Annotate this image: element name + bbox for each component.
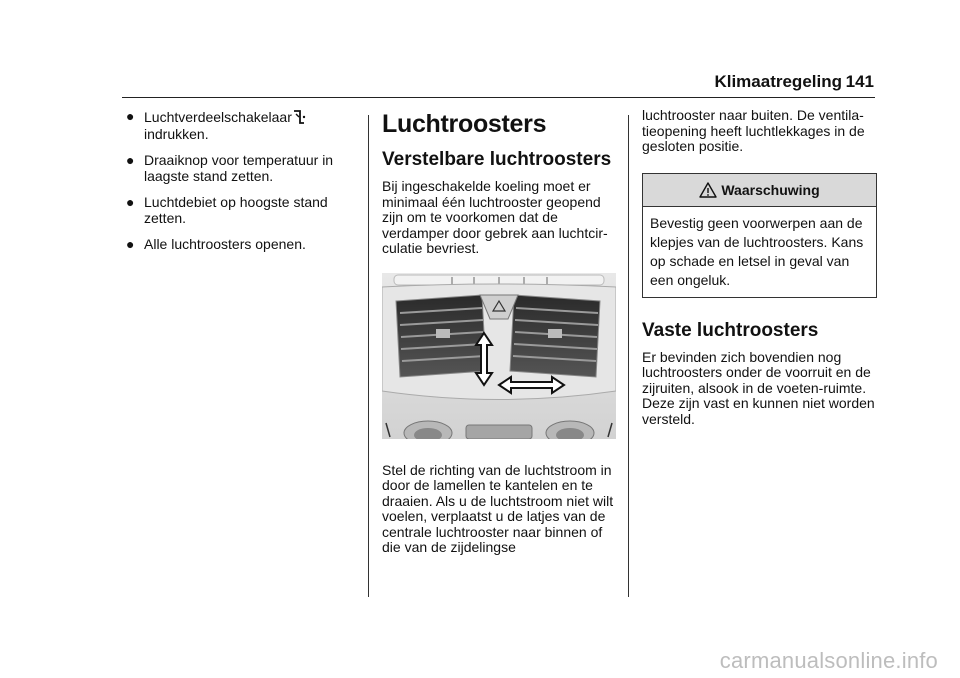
list-item: ● Luchtverdeelschakelaar indrukken.	[122, 108, 352, 142]
warning-title: Waarschuwing	[721, 181, 820, 198]
subsection-title: Vaste luchtroosters	[642, 319, 819, 341]
page-number: 141	[845, 72, 874, 91]
column-divider-2	[628, 115, 629, 597]
bullet: ●	[126, 236, 135, 252]
header-rule	[122, 97, 875, 98]
page-header	[0, 0, 960, 100]
procedure-list	[122, 108, 352, 252]
continued-paragraph: luchtrooster naar buiten. De ventila-tieopening heeft luchtlekkages in de gesloten positie.	[642, 107, 865, 154]
air-distribution-icon	[292, 108, 308, 126]
column-divider-1	[368, 115, 369, 597]
column-3	[642, 108, 877, 427]
watermark: carmanualsonline.info	[719, 648, 938, 673]
column-1	[122, 108, 352, 262]
subsection-title: Verstelbare luchtroosters	[382, 149, 612, 170]
warning-header	[643, 174, 876, 207]
section-title: Luchtroosters	[382, 110, 547, 138]
warning-text: Bevestig geen voorwerpen aan de klepjes van de luchtroosters. Kans op schade en letsel in geval van een ongeluk.	[650, 214, 864, 288]
body-paragraph: Stel de richting van de luchtstroom in door de lamellen te kantelen en te draaien. Als u de luchtstroom niet wilt voelen, verplaatst u de latjes van de centrale luchtrooster naar binnen of die van de zijdelingse	[382, 461, 614, 555]
warning-triangle-icon	[699, 182, 717, 198]
column-2	[382, 108, 616, 556]
adjustable-air-vents-illustration	[382, 273, 616, 439]
bullet: ●	[126, 108, 135, 124]
list-item: ● Alle luchtroosters openen.	[126, 236, 306, 252]
intro-paragraph: Bij ingeschakelde koeling moet er minimaal één luchtrooster geopend zijn om te voorkomen dat de verdamper door gebrek aan luchtcir-culatie bevriest.	[382, 178, 608, 256]
list-item: ● Draaiknop voor temperatuur in laagste stand zetten.	[126, 152, 334, 184]
bullet: ●	[126, 152, 135, 168]
list-item: ● Luchtdebiet op hoogste stand zetten.	[126, 194, 328, 226]
body-paragraph: Er bevinden zich bovendien nog luchtroosters onder de voorruit en de zijruiten, alsook in de voeten-ruimte. Deze zijn vast en kunnen niet worden versteld.	[642, 348, 875, 427]
bullet: ●	[126, 194, 135, 210]
chapter-title: Klimaatregeling	[714, 72, 842, 91]
warning-box	[642, 173, 877, 298]
